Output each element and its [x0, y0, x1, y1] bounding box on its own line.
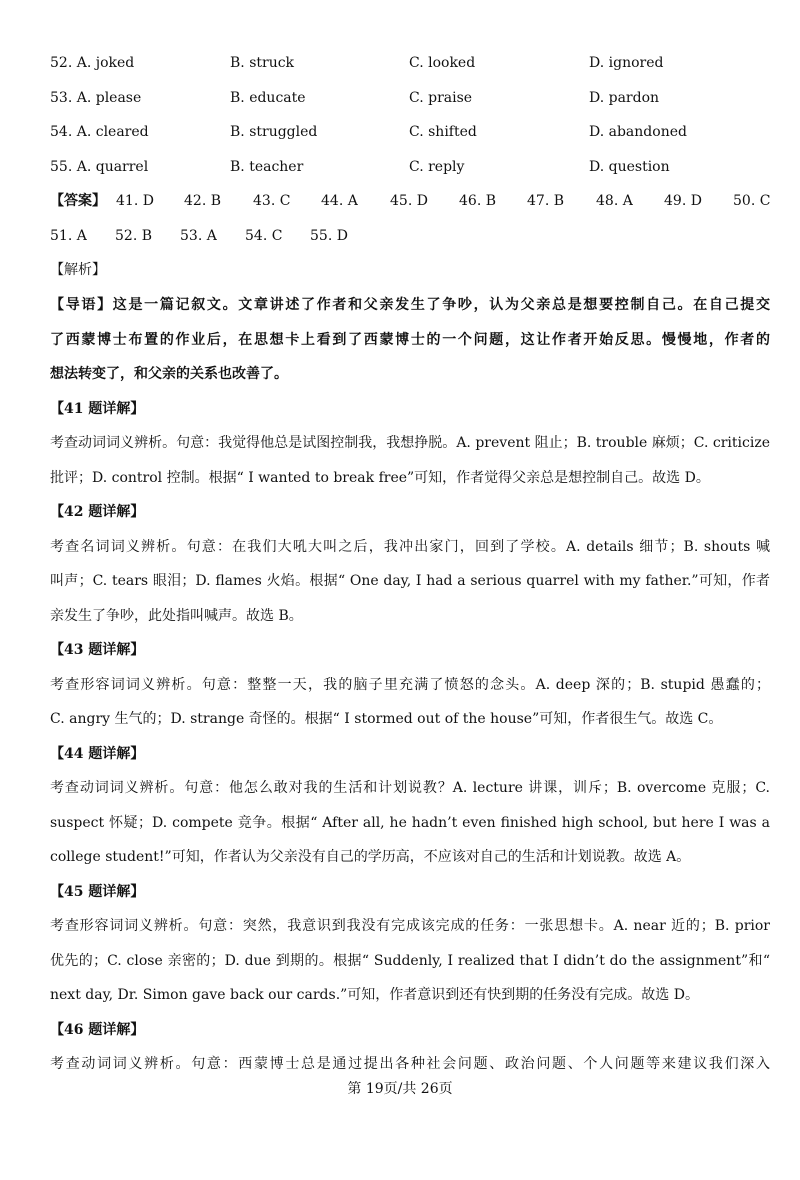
q45-line: 考查形容词词义辨析。句意：突然，我意识到我没有完成该完成的任务：一张思想卡。A. near 近的；B. prior	[50, 918, 770, 934]
intro-line: 【导语】这是一篇记叙文。文章讲述了作者和父亲发生了争吵，认为父亲总是想要控制自己。在自己提交	[50, 297, 770, 313]
q46-title: 【46 题详解】	[50, 1022, 145, 1038]
q42-title: 【42 题详解】	[50, 504, 145, 520]
option-c: C. reply	[409, 159, 465, 175]
q42-line: 考查名词词义辨析。句意：在我们大吼大叫之后，我冲出家门，回到了学校。A. details 细节；B. shouts 喊	[50, 539, 770, 555]
q46-line: 考查动词词义辨析。句意：西蒙博士总是通过提出各种社会问题、政治问题、个人问题等来建议我们深入	[50, 1056, 770, 1072]
answer-item: 41. D	[116, 193, 154, 209]
answer-item: 53. A	[180, 228, 217, 244]
q44-title: 【44 题详解】	[50, 746, 145, 762]
q43-line: 考查形容词词义辨析。句意：整整一天，我的脑子里充满了愤怒的念头。A. deep 深的；B. stupid 愚蠢的；	[50, 677, 770, 693]
option-d: D. abandoned	[589, 124, 687, 140]
option-a: 55. A. quarrel	[50, 159, 149, 175]
answer-key-row-1	[50, 190, 770, 212]
q41-line: 批评；D. control 控制。根据“ I wanted to break free”可知，作者觉得父亲总是想控制自己。故选 D。	[50, 470, 710, 486]
answer-item: 46. B	[459, 193, 497, 209]
answer-label: 【答案】	[50, 193, 106, 209]
page-footer: 第 19页/共 26页	[347, 1081, 453, 1097]
q43-title: 【43 题详解】	[50, 642, 145, 658]
option-d: D. pardon	[589, 90, 660, 106]
answer-item: 43. C	[253, 193, 291, 209]
option-c: C. praise	[409, 90, 473, 106]
answer-item: 51. A	[50, 228, 87, 244]
option-a: 53. A. please	[50, 90, 142, 106]
option-b: B. educate	[230, 90, 306, 106]
answer-item: 50. C	[733, 193, 771, 209]
answer-item: 45. D	[390, 193, 428, 209]
answer-item: 49. D	[664, 193, 702, 209]
intro-line: 了西蒙博士布置的作业后，在思想卡上看到了西蒙博士的一个问题，这让作者开始反思。慢慢地，作者的	[50, 332, 770, 348]
option-c: C. looked	[409, 55, 476, 71]
q44-line: 考查动词词义辨析。句意：他怎么敢对我的生活和计划说教？A. lecture 讲课，训斥；B. overcome 克服；C.	[50, 780, 770, 796]
option-a: 52. A. joked	[50, 55, 135, 71]
option-b: B. struck	[230, 55, 295, 71]
answer-item: 52. B	[115, 228, 153, 244]
answer-item: 44. A	[321, 193, 358, 209]
option-b: B. teacher	[230, 159, 304, 175]
answer-item: 47. B	[527, 193, 565, 209]
q44-line: college student!”可知，作者认为父亲没有自己的学历高，不应该对自己的生活和计划说教。故选 A。	[50, 849, 691, 865]
answer-item: 55. D	[310, 228, 348, 244]
q45-line: next day, Dr. Simon gave back our cards.”可知，作者意识到还有快到期的任务没有完成。故选 D。	[50, 987, 699, 1003]
q45-title: 【45 题详解】	[50, 884, 145, 900]
q42-line: 亲发生了争吵，此处指叫喊声。故选 B。	[50, 608, 303, 624]
analysis-label: 【解析】	[50, 262, 106, 278]
option-d: D. ignored	[589, 55, 664, 71]
answer-item: 42. B	[184, 193, 222, 209]
q41-line: 考查动词词义辨析。句意：我觉得他总是试图控制我，我想挣脱。A. prevent 阻止；B. trouble 麻烦；C. criticize	[50, 435, 770, 451]
q42-line: 叫声；C. tears 眼泪；D. flames 火焰。根据“ One day, I had a serious quarrel with my father.”可知，作者	[50, 573, 770, 589]
option-d: D. question	[589, 159, 670, 175]
answer-item: 48. A	[596, 193, 633, 209]
q45-line: 优先的；C. close 亲密的；D. due 到期的。根据“ Suddenly, I realized that I didn’t do the assignment”和“	[50, 953, 770, 969]
option-a: 54. A. cleared	[50, 124, 149, 140]
answer-item: 54. C	[245, 228, 283, 244]
q41-title: 【41 题详解】	[50, 401, 145, 417]
answer-key-row-2	[50, 225, 770, 247]
option-c: C. shifted	[409, 124, 477, 140]
option-b: B. struggled	[230, 124, 318, 140]
q43-line: C. angry 生气的；D. strange 奇怪的。根据“ I stormed out of the house”可知，作者很生气。故选 C。	[50, 711, 723, 727]
intro-line: 想法转变了，和父亲的关系也改善了。	[50, 366, 288, 382]
q44-line: suspect 怀疑；D. compete 竞争。根据“ After all, he hadn’t even finished high school, but here I was a	[50, 815, 770, 831]
